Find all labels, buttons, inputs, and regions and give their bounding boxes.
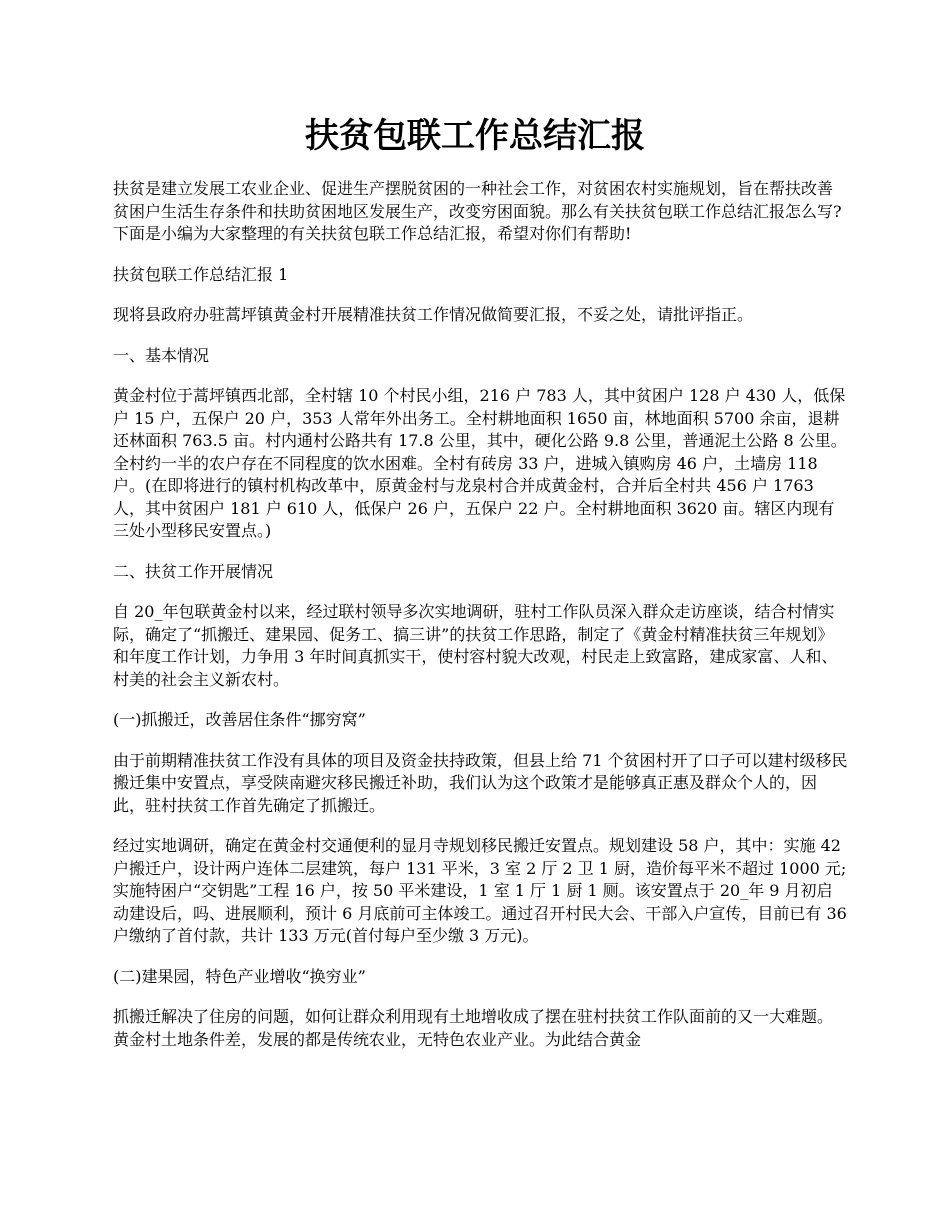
orchard-paragraph: 抓搬迁解决了住房的问题，如何让群众利用现有土地增收成了摆在驻村扶贫工作队面前的又一大难题。黄金村土地条件差，发展的都是传统农业，无特色农业产业。为此结合黄金: [113, 1007, 834, 1049]
section-heading-work-progress: 二、扶贫工作开展情况: [113, 561, 274, 581]
document-title: 扶贫包联工作总结汇报: [305, 116, 645, 156]
subsection-heading-orchard: (二)建果园，特色产业增收“换穷业”: [113, 966, 366, 986]
report-opening-paragraph: 现将县政府办驻蒿坪镇黄金村开展精准扶贫工作情况做简要汇报，不妥之处，请批评指正。: [113, 305, 754, 324]
section-heading-basic-situation: 一、基本情况: [113, 345, 210, 365]
subsection-heading-relocation: (一)抓搬迁，改善居住条件“挪穷窝”: [113, 710, 366, 729]
intro-paragraph: 扶贫是建立发展工农业企业、促进生产摆脱贫困的一种社会工作，对贫困农村实施规划，旨在帮扶改善贫困户生活生存条件和扶助贫困地区发展生产，改变穷困面貌。那么有关扶贫包联工作总结汇报怎么写?下面是小编为大家整理的有关扶贫包联工作总结汇报，希望对你们有帮助!: [113, 179, 842, 243]
basic-situation-paragraph: 黄金村位于蒿坪镇西北部，全村辖 10 个村民小组，216 户 783 人，其中贫困户 128 户 430 人，低保户 15 户，五保户 20 户，353 人常年外出务工。全村耕地面积 1650 亩，林地面积 5700 余亩，退耕还林面积 763.5 亩。村内通村公路共有 17.8 公里，其中，硬化公路 9.8 公里，普通泥土公路 8 公里。全村约一半的农户存在不同程度的饮水困难。全村有砖房 33 户，进城入镇购房 46 户，土墙房 118 户。(在即将进行的镇村机构改革中，原黄金村与龙泉村合并成黄金村，合并后全村共 456 户 1763 人，其中贫困户 181 户 610 人，低保户 26 户，五保户 22 户。全村耕地面积 3620 亩。辖区内现有三处小型移民安置点。): [113, 386, 847, 540]
document-body: [113, 178, 848, 1051]
relocation-paragraph-1: 由于前期精准扶贫工作没有具体的项目及资金扶持政策，但县上给 71 个贫困村开了口子可以建村级移民搬迁集中安置点，享受陕南避灾移民搬迁补助，我们认为这个政策才是能够真正惠及群众个人的，因此，驻村扶贫工作首先确定了抓搬迁。: [113, 750, 848, 815]
work-progress-paragraph: 自 20_年包联黄金村以来，经过联村领导多次实地调研，驻村工作队员深入群众走访座谈，结合村情实际，确定了“抓搬迁、建果园、促务工、搞三讲”的扶贫工作思路，制定了《黄金村精准扶贫三年规划》和年度工作计划，力争用 3 年时间真抓实干，使村容村貌大改观，村民走上致富路，建成家富、人和、村美的社会主义新农村。: [113, 602, 838, 689]
section-heading-report-1: 扶贫包联工作总结汇报 1: [113, 264, 289, 284]
relocation-paragraph-2: 经过实地调研，确定在黄金村交通便利的显月寺规划移民搬迁安置点。规划建设 58 户，其中：实施 42 户搬迁户，设计两户连体二层建筑，每户 131 平米，3 室 2 厅 2 卫 1 厨，造价每平米不超过 1000 元;实施特困户“交钥匙”工程 16 户，按 50 平米建设，1 室 1 厅 1 厨 1 厕。该安置点于 20_年 9 月初启动建设后，吗、进展顺利，预计 6 月底前可主体竣工。通过召开村民大会、干部入户宣传，目前已有 36 户缴纳了首付款，共计 133 万元(首付每户至少缴 3 万元)。: [113, 836, 847, 945]
